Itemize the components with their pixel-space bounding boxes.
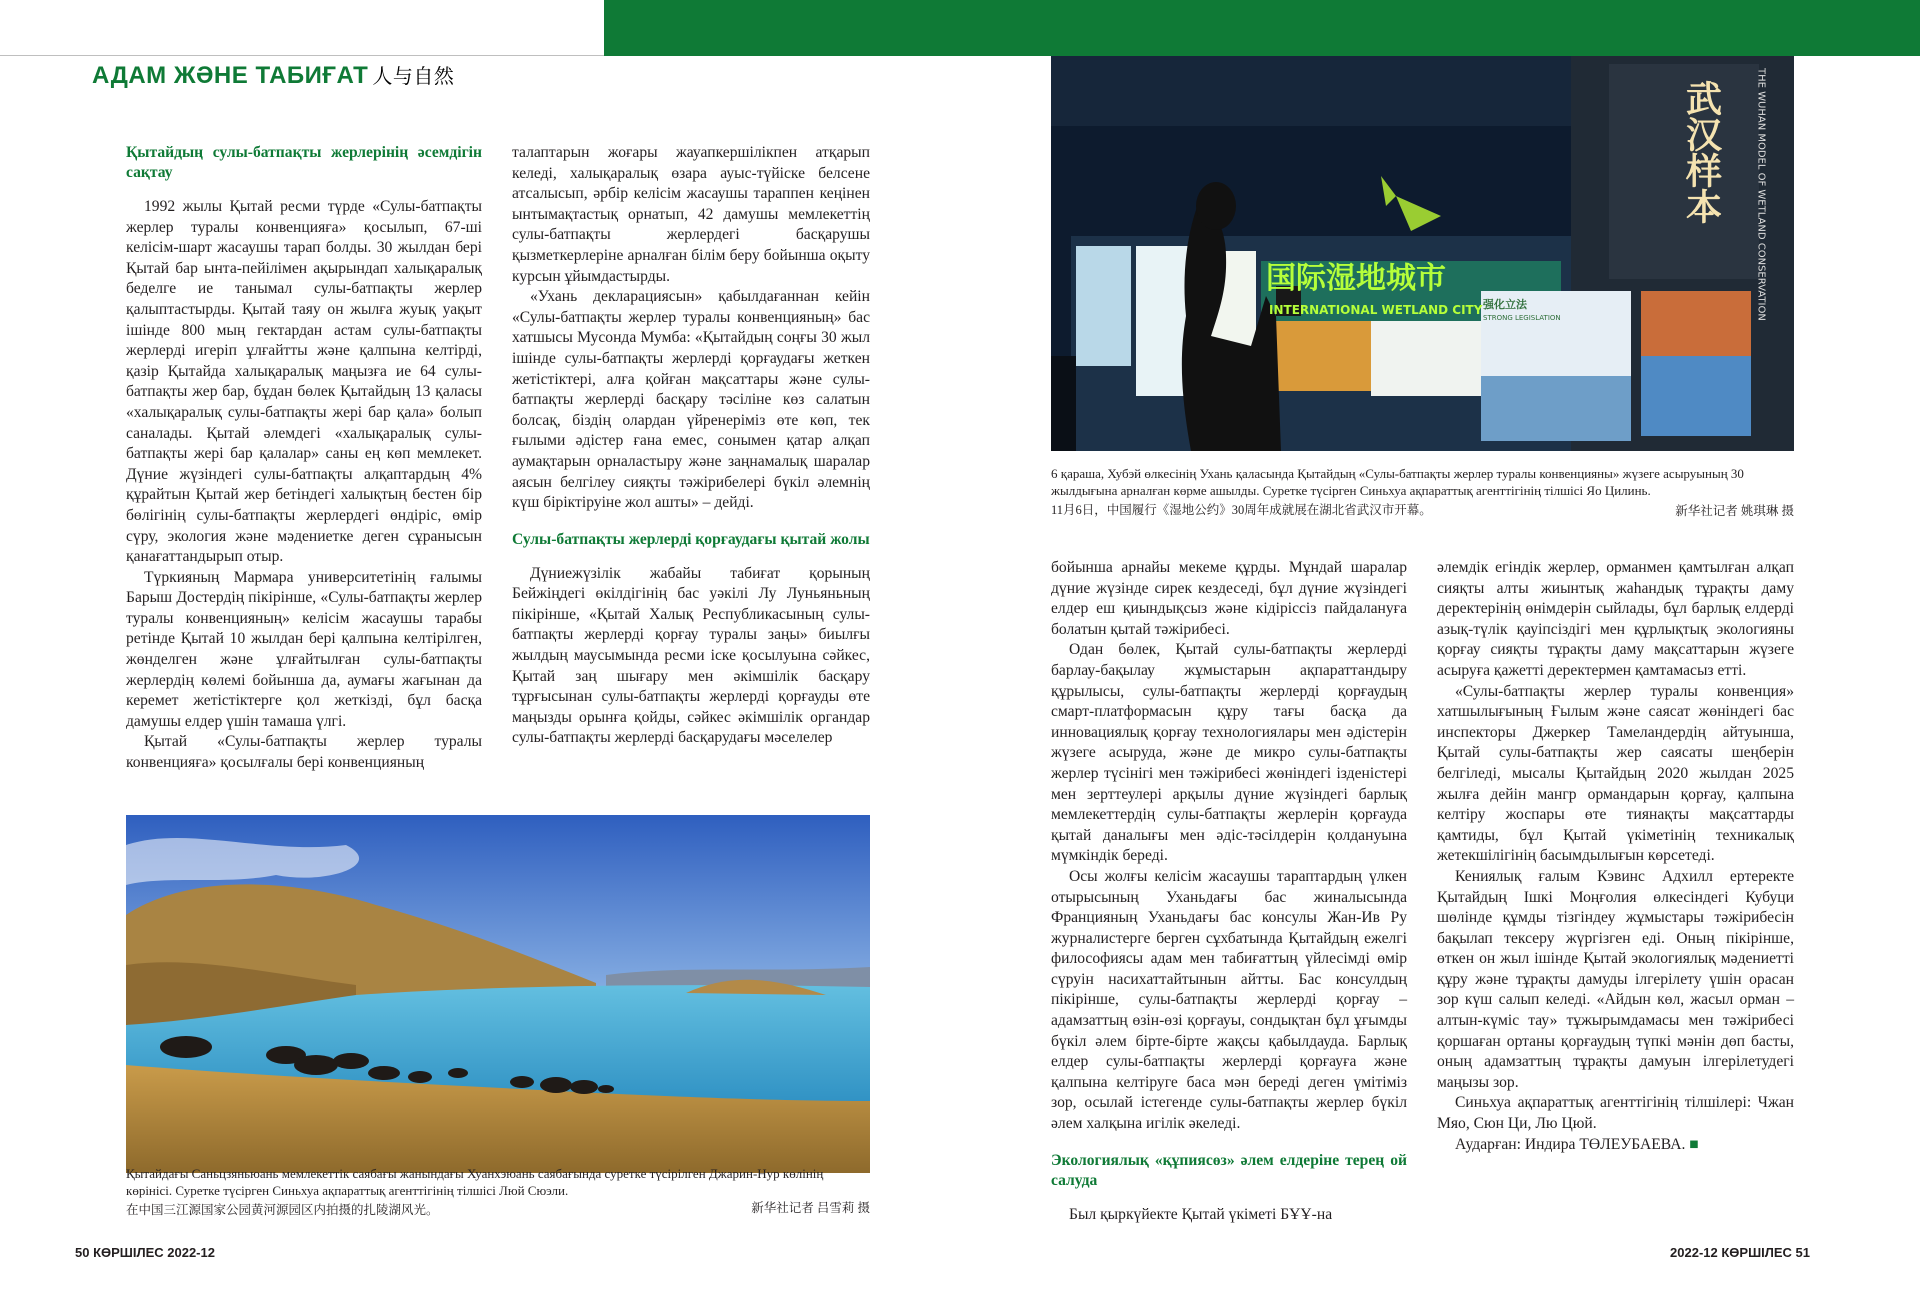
paragraph: бойынша арнайы мекеме құрды. Мұндай шаралар дүние жүзінде сирек кездеседі, бұл дүние жүзіндегі елдер еш қиындықсыз және кідіріссіз пайдалануға болатын қытай тәжірибесі. xyxy=(1051,559,1407,638)
paragraph: «Ухань декларациясын» қабылдағаннан кейін «Сулы-батпақты жерлер туралы конвенцияның» бас хатшысы Мусонда Мумба: «Қытайдың соңғы 30 жыл ішінде сулы-батпақты жерлерді қорғаудағы жеткен жетістіктері, алға қойған мақсаттары және сулы-батпақты жерлерді басқару тәсіліне көз салатын болсақ, біздің олардан үйренеріміз өте көп, тек ғылыми әдістер ғана емес, сонымен қатар алқап аумақтарын орналастыру және заңнамалық шаралар аясын белгілеу сияқты тәжірибелері бүкіл әлемнің күш біріктіруіне жол ашты» – дейді. xyxy=(512,288,870,512)
paragraph: Одан бөлек, Қытай сулы-батпақты жерлерді барлау-бақылау жұмыстарын ақпараттандыру құрылысы, сулы-батпақты жерлерді қорғаудың смарт-платформасын құру тағы басқа да инновациялық қорғау технологиялары мен әдістерін жүзеге асыруда, және де микро сулы-батпақты жерлер түсінігі мен тәжірибесі жөніндегі ізденістері мен зерттеулері арқылы дүние жүзіндегі барлық мемлекеттердің сулы-батпақты жерлерін қорғауда қытай даналығы мен әдіс-тәсілдерін қолдануына мүмкіндік береді. xyxy=(1051,641,1407,865)
photo-lake-yaks xyxy=(126,815,870,1173)
paragraph: талаптарын жоғары жауапкершілікпен атқарып келеді, халықаралық өзара ауыс-түйіске белсене атсалысып, әрбір келісім жасаушы тараппен кеңінен ынтымақтастық орнатып, 42 дамушы мемлекеттің сулы-батпақты жерлердегі басқарушы қызметкерлеріне арналған білім беру бойынша оқыту курсын ұйымдастырды. xyxy=(512,144,870,285)
right-column-2 xyxy=(1437,558,1794,1155)
heading-chinese-way: Сулы-батпақты жерлерді қорғаудағы қытай жолы xyxy=(512,530,870,548)
lake-landscape-image xyxy=(126,815,870,1173)
right-column-1 xyxy=(1051,558,1407,1225)
paragraph: 1992 жылы Қытай ресми түрде «Сулы-батпақты жерлер туралы конвенцияға» қосылып, 67-ші келісім-шарт жасаушы тарап болды. 30 жылдан бері Қытай бар ынта-пейілімен ақырындап халықаралық беделге ие танымал сулы-батпақты жерлер қалыптастырды. Қытай таяу он жылға жуық уақыт ішінде 800 мың гектардан астам сулы-батпақты жерлерді игеріп ұлғайтты және қалпына келтірді, қазір Қытайда халықаралық маңызға ие 64 сулы-батпақты жер бар, бұдан бөлек Қытайдың 13 қаласы «халықаралық сулы-батпақты жері бар қала» болып саналады. Қытай әлемдегі «халықаралық сулы-батпақты жері бар қалалар» саны ең көп мемлекет. Дүние жүзіндегі сулы-батпақты алқаптардың 4% құрайтын Қытай жер бетіндегі халықтың бестен бір бөлігінің сулы-батпақты жерлердегі өндіріс, өмір сүру, экология және мәдениетке деген сұранысын қанағаттандырып отыр. xyxy=(126,198,482,566)
section-title-kz: АДАМ ЖӘНЕ ТАБИҒАТ xyxy=(92,62,369,89)
caption-text: 6 қараша, Хубэй өлкесінің Ухань қаласында Қытайдың «Сулы-батпақты жерлер туралы конвенцияны» жүзеге асыруының 30 жылдығына арналған көрме ашылды. Суретке түсірген Синьхуа ақпараттық агенттігінің тілшісі Яо Цилинь. xyxy=(1051,466,1744,498)
section-title-zh: 人与自然 xyxy=(372,66,455,88)
paragraph: әлемдік егіндік жерлер, орманмен қамтылған алқап сияқты алты жиынтық жаһандық тұрақты даму деректерінің өнімдерін сыйлады, бұл барлық елдерді азық-түлік қауіпсіздігі мен құрлықтық экологияны қорғау сияқты тұрақты даму мақсаттарын жүзеге асыруға қажетті деректермен қамтамасыз етті. xyxy=(1437,559,1794,679)
section-title xyxy=(92,60,454,90)
left-folio: 50 КӨРШІЛЕС 2022-12 xyxy=(75,1245,215,1260)
caption-text-zh: 11月6日，中国履行《湿地公约》30周年成就展在湖北省武汉市开幕。 xyxy=(1051,503,1432,517)
paragraph: Қытай «Сулы-батпақты жерлер туралы конвенцияға» қосылғалы бері конвенцияның xyxy=(126,733,482,772)
left-column-1 xyxy=(126,143,482,774)
paragraph: Түркияның Мармара университетінің ғалымы Барыш Достердің пікірінше, «Сулы-батпақты жерлер туралы конвенцияның» келісім жасаушы тарабы ретінде Қытай 10 жылдан бері қалпына келтірілген, жөнделген және ұлғайтылған сулы-батпақты жерлердің көлемі бойынша да, аумағы жағынан да керемет жетістіктерге қол жеткізді, бұл басқа дамушы елдер үшін тамаша үлгі. xyxy=(126,568,482,730)
photo-credit: 新华社记者 吕雪莉 摄 xyxy=(751,1201,870,1215)
paragraph: Осы жолғы келісім жасаушы тараптардың үлкен отырысының Уханьдағы бас жиналысында Францияның Уханьдағы бас консулы Жан-Ив Ру журналистерге берген сұхбатында Қытайдың ежелгі философиясы адам мен табиғаттың үйлесімді өмір сүруін насихаттайтынын айтты. Бас консулдың пікірінше, сулы-батпақты жерлерді қорғау – адамзаттың өзін-өзі қорғауы, сондықтан бұл ұғымды бүкіл әлем бірте-бірте жақсы қабылдауда. Барлық елдер сулы-батпақты жерлерді қорғауға және қалпына келтіруге баса мән береді деген үмітіміз зор, осылай істегенде сулы-батпақты жерлер бүкіл әлем халқына игілік әкеледі. xyxy=(1051,867,1407,1133)
paragraph: Синьхуа ақпараттық агенттігінің тілшілері: Чжан Мяо, Сюн Ци, Лю Цюй. xyxy=(1437,1094,1794,1133)
photo-caption-lake xyxy=(126,1165,870,1217)
paragraph: Дүниежүзілік жабайы табиғат қорының Бейжіңдегі өкілдігінің бас уәкілі Лу Луньяньның пікірінше, «Қытай Халық Республикасының сулы-батпақты жерлерді қорғау туралы заңы» биылғы жылдың маусымында ресми іске қосылуына сәйкес, Қытай заң шығару мен әкімшілік басқару тұрғысынан сулы-батпақты жерлерді қорғауды өте маңызды орынға қойды, сәйкес әкімшілік органдар сулы-батпақты жерлерді басқарудағы мәселелер xyxy=(512,564,870,747)
sign-en: INTERNATIONAL WETLAND CITY xyxy=(1269,303,1483,317)
header-green-bar xyxy=(604,0,1920,56)
caption-text: Қытайдағы Саньцзяньюань мемлекеттік саябағы жанындағы Хуанхэюань саябағында суретке түсірілген Джарин-Нур көлінің көрінісі. Суретке түсірген Синьхуа ақпараттық агенттігінің тілшісі Люй Сюэли. xyxy=(126,1166,824,1198)
exhibition-image xyxy=(1051,56,1794,451)
left-column-2 xyxy=(512,143,870,749)
photo-credit: 新华社记者 姚琪琳 摄 xyxy=(1675,504,1794,518)
heading-preserving-wetlands: Қытайдың сулы-батпақты жерлерінің әсемдігін сақтау xyxy=(126,144,482,181)
paragraph: Кениялық ғалым Кэвинс Адхилл ертеректе Қытайдың Ішкі Моңғолия өлкесіндегі Кубуци шөлінде құмды тізгіндеу жұмыстары тәжірибесін бақылап тексеру жүргізген еді. Оның пікірінше, өткен он жыл ішінде Қытай экологиялық мәдениетті құру және тұрақты дамуды ілгерілету үшін орасан зор күш салып келеді. «Айдын көл, жасыл орман – алтын-күміс тау» тұжырымдамасы мен тәжірибесі қоршаған ортаны қорғаудың түпкі мәнін дөп басты, оның адамзаттың тұрақты дамуын ілгерілетудегі маңызы зор. xyxy=(1437,867,1794,1091)
side-title-en: THE WUHAN MODEL OF WETLAND CONSERVATION xyxy=(1755,68,1767,321)
photo-wuhan-exhibition xyxy=(1051,56,1794,451)
panel-legislation-en: STRONG LEGISLATION xyxy=(1483,314,1561,322)
caption-text-zh: 在中国三江源国家公园黄河源园区内拍摄的扎陵湖风光。 xyxy=(126,1203,439,1217)
translator-line: Аударған: Индира ТӨЛЕУБАЕВА. xyxy=(1455,1135,1686,1153)
paragraph xyxy=(1437,1135,1794,1156)
side-title-zh: 武汉样本 xyxy=(1680,80,1722,224)
sign-main: 国际湿地城市 xyxy=(1266,261,1446,296)
panel-legislation: 强化立法 xyxy=(1483,298,1527,311)
paragraph: «Сулы-батпақты жерлер туралы конвенция» хатшылығының Ғылым және саясат жөніндегі бас инспекторы Джеркер Тамеландердің айтуынша, Қытай сулы-батпақты жер саясаты шеңберін белгіледі, мысалы Қытайдың 2020 жылдан 2025 жылға дейін мангр ормандарын қорғау, қалпына келтіру жоспары өте тиянақты мақсаттарды қамтиды, бұл Қытай үкіметінің техникалық жетекшілігінің басымдылығын көрсетеді. xyxy=(1437,682,1794,865)
heading-ecological-password: Экологиялық «құпиясөз» әлем елдеріне терең ой салуда xyxy=(1051,1151,1407,1189)
end-mark: ■ xyxy=(1689,1135,1699,1153)
paragraph: Был қыркүйекте Қытай үкіметі БҰҰ-на xyxy=(1069,1205,1333,1223)
photo-caption-exhibition xyxy=(1051,465,1794,520)
right-folio: 2022-12 КӨРШІЛЕС 51 xyxy=(1670,1245,1810,1260)
header-rule xyxy=(0,55,604,56)
